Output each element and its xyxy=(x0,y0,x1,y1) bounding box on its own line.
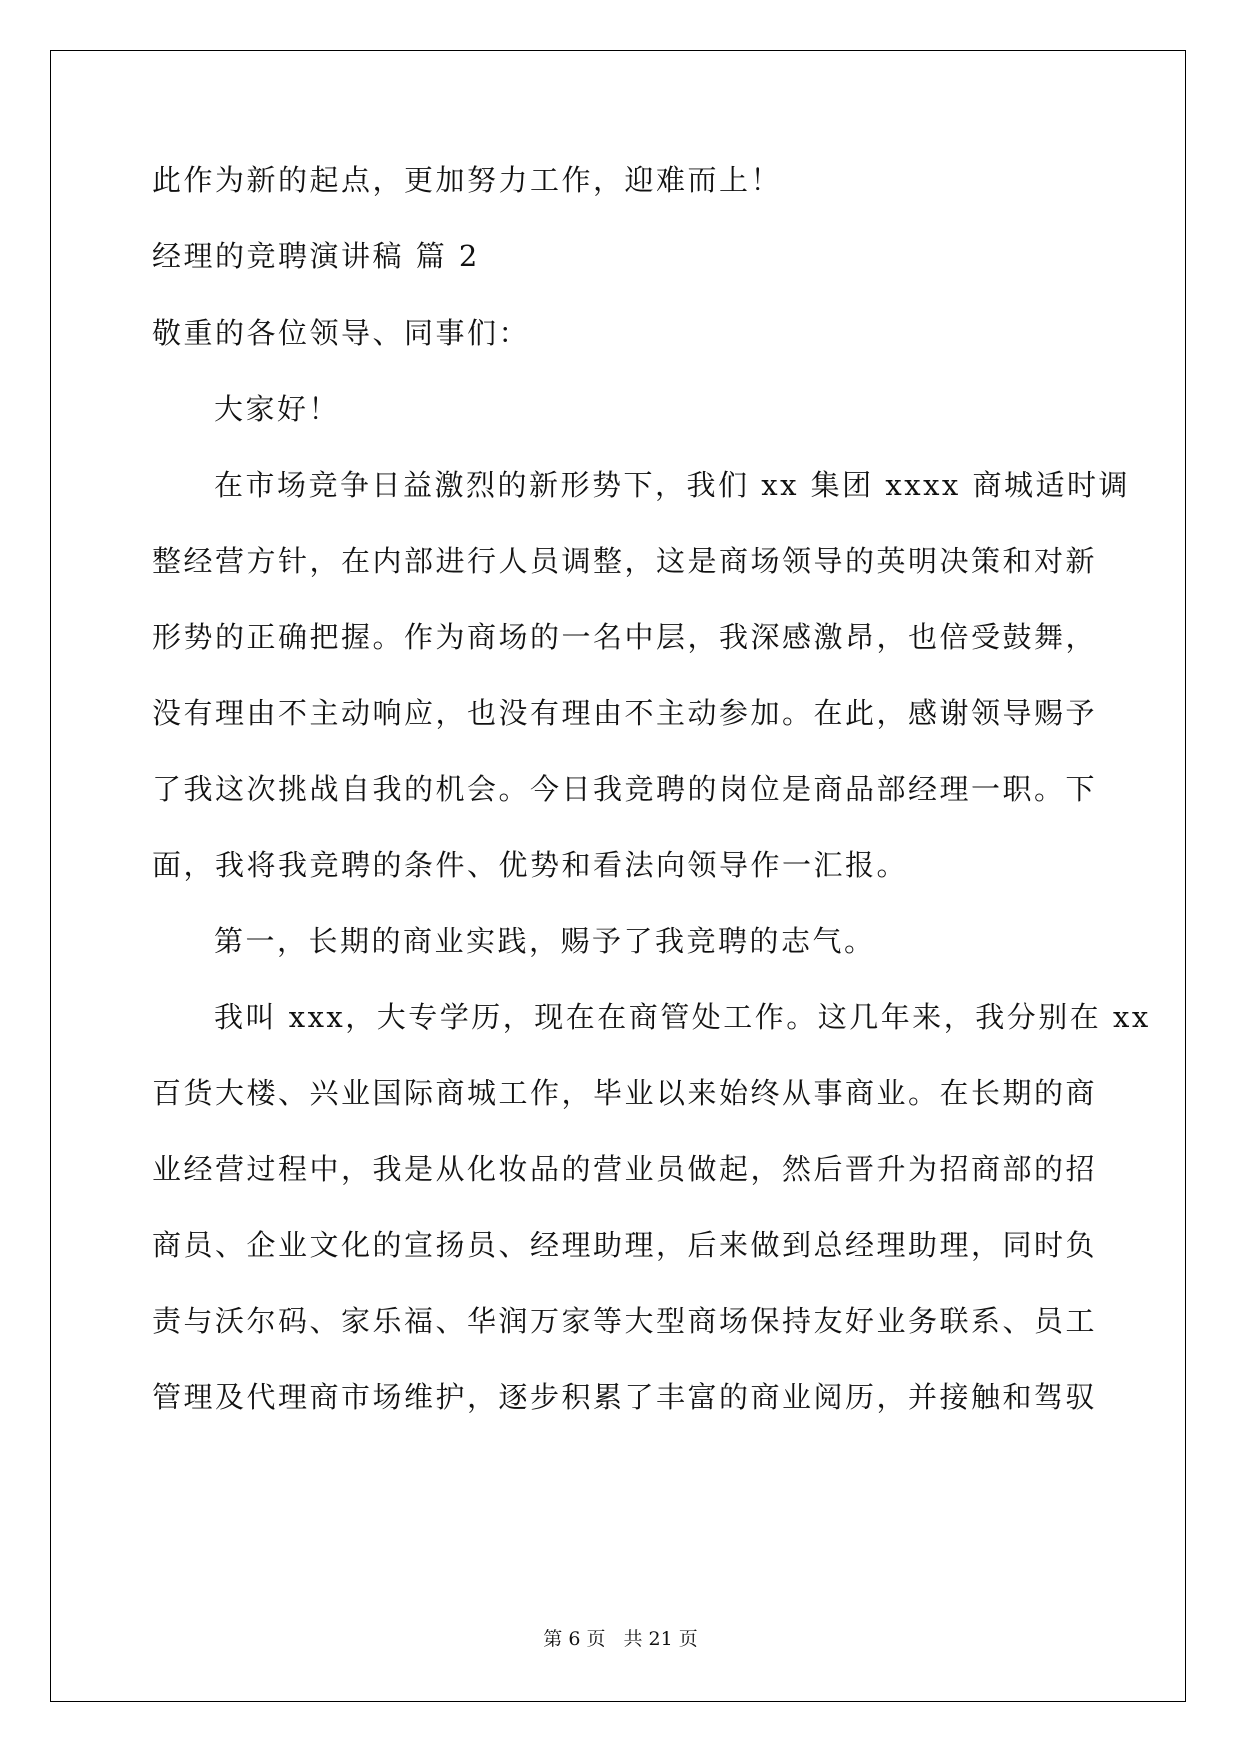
paragraph-line: 商员、企业文化的宣扬员、经理助理，后来做到总经理助理，同时负 xyxy=(152,1228,1098,1262)
paragraph-line: 第一，长期的商业实践，赐予了我竞聘的志气。 xyxy=(214,924,876,958)
salutation: 敬重的各位领导、同事们： xyxy=(152,316,531,350)
paragraph-line: 整经营方针，在内部进行人员调整，这是商场领导的英明决策和对新 xyxy=(152,544,1098,578)
paragraph-line: 没有理由不主动响应，也没有理由不主动参加。在此，感谢领导赐予 xyxy=(152,696,1098,730)
paragraph-line: 管理及代理商市场维护，逐步积累了丰富的商业阅历，并接触和驾驭 xyxy=(152,1380,1098,1414)
page-footer xyxy=(0,1624,1241,1651)
paragraph-line: 业经营过程中，我是从化妆品的营业员做起，然后晋升为招商部的招 xyxy=(152,1152,1098,1186)
paragraph-line: 了我这次挑战自我的机会。今日我竞聘的岗位是商品部经理一职。下 xyxy=(152,772,1098,806)
page-total: 共 21 页 xyxy=(623,1628,698,1650)
text-line: 此作为新的起点，更加努力工作，迎难而上！ xyxy=(152,163,783,197)
greeting: 大家好！ xyxy=(214,392,341,426)
paragraph-line: 百货大楼、兴业国际商城工作，毕业以来始终从事商业。在长期的商 xyxy=(152,1076,1098,1110)
paragraph-line: 面，我将我竞聘的条件、优势和看法向领导作一汇报。 xyxy=(152,848,909,882)
page-number: 第 6 页 xyxy=(543,1628,606,1650)
section-heading: 经理的竞聘演讲稿 篇 2 xyxy=(152,239,480,273)
paragraph-line: 我叫 xxx，大专学历，现在在商管处工作。这几年来，我分别在 xx xyxy=(214,1000,1151,1034)
paragraph-line: 责与沃尔码、家乐福、华润万家等大型商场保持友好业务联系、员工 xyxy=(152,1304,1098,1338)
paragraph-line: 形势的正确把握。作为商场的一名中层，我深感激昂，也倍受鼓舞， xyxy=(152,620,1098,654)
paragraph-line: 在市场竞争日益激烈的新形势下，我们 xx 集团 xxxx 商城适时调 xyxy=(214,468,1131,502)
